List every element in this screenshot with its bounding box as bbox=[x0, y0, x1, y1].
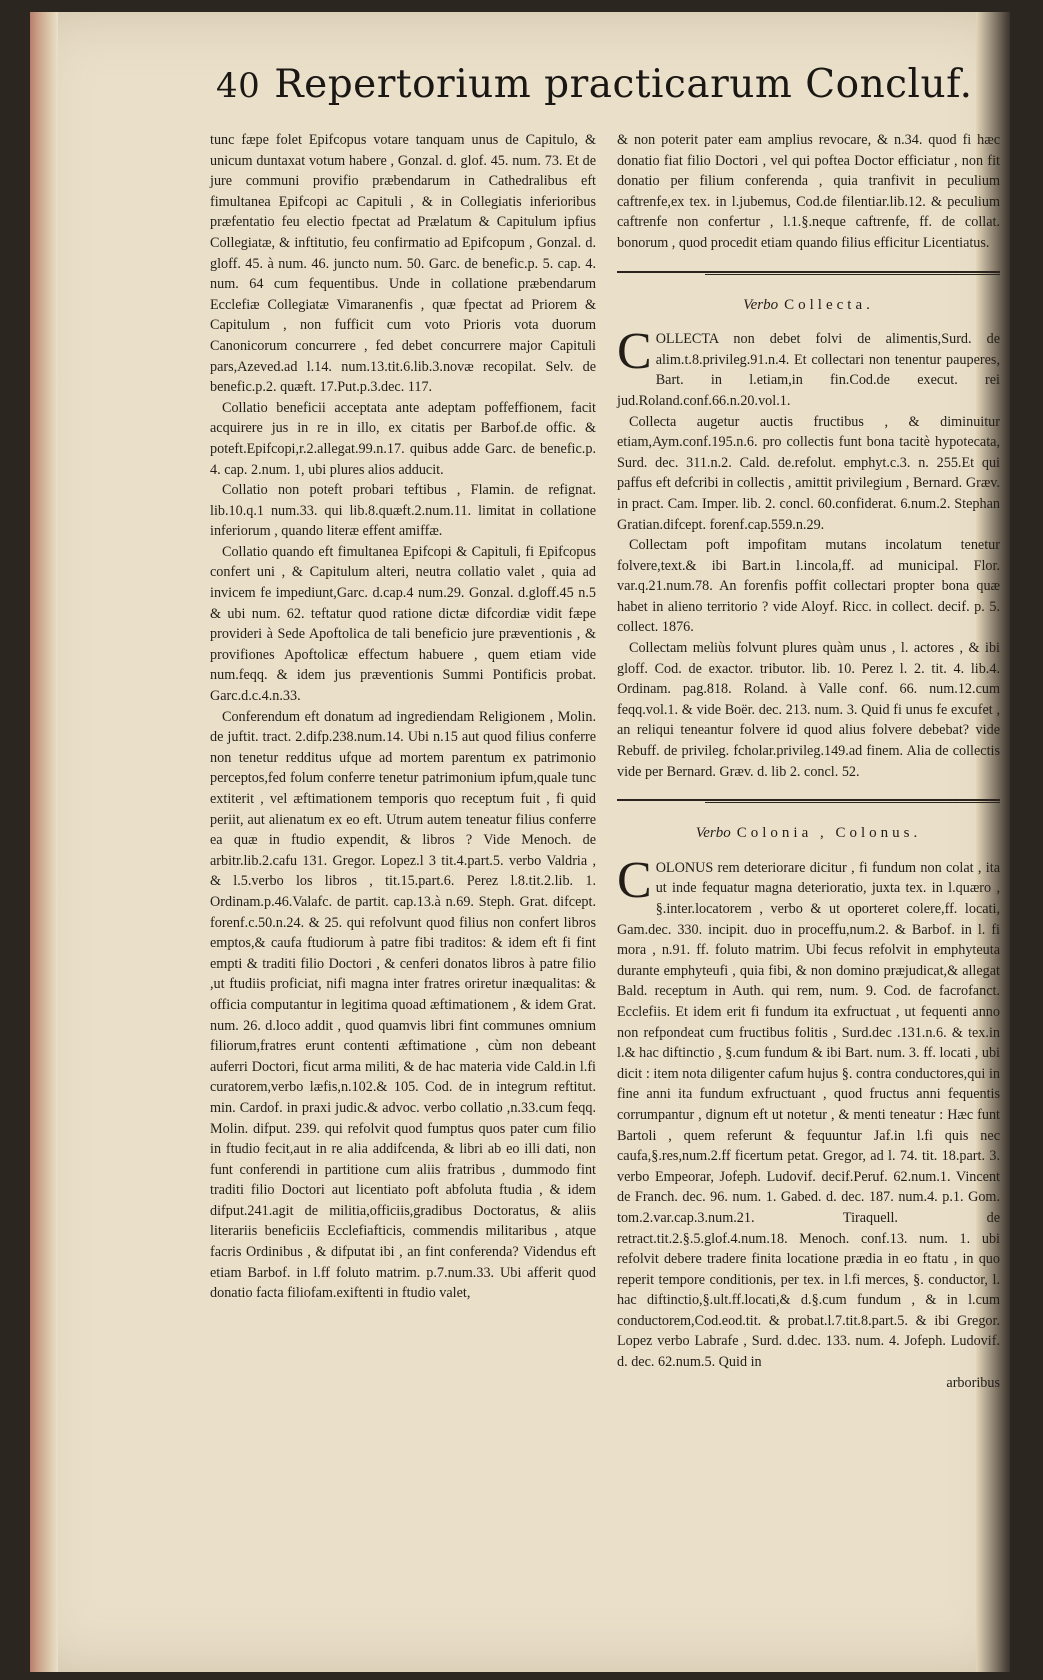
heading-verbo: Verbo bbox=[743, 296, 779, 313]
catchword: arboribus bbox=[946, 1374, 1000, 1391]
collecta-paragraph-1: COLLECTA non debet folvi de alimentis,Surd. de alim.t.8.privileg.91.n.4. Et collectari non tenentur pauperes, Bart. in l.etiam,in fin.Cod.de execut. rei jud.Roland.conf.66.n.20.vol.1. bbox=[617, 323, 1000, 409]
collecta-paragraph-3: Collectam poft impofitam mutans incolatum tenetur folvere,text.& ibi Bart.in l.incola,ff. ad municipal. Flor. var.q.21.num.78. An forenfis poffit collectari propter bona quæ habet in alieno territorio ? vide Aloyf. Ricc. in collect. decif. p. 5. collect. 1876. bbox=[617, 537, 1000, 636]
collecta-paragraph-2: Collecta augetur auctis fructibus , & diminuitur etiam,Aym.conf.195.n.6. pro collectis funt bona tacitè hypotecata, Surd. dec. 311.n.2. Cald. de.refolut. emphyt.c.3. n. 255.Et qui paffus eft defcribi in collectis , amittit privilegium , Bernard. Græv. in pract. Cam. Imper. lib. 2. concl. 60.confiderat. 6.num.2. Stephan Gratian.difcept. forenf.cap.559.n.29. bbox=[617, 413, 1000, 533]
drop-cap-initial: C bbox=[617, 323, 652, 381]
left-column bbox=[210, 130, 596, 1304]
running-title: Repertorium practicarum Concluf. bbox=[274, 62, 973, 107]
section-divider bbox=[617, 799, 1000, 803]
right-column bbox=[617, 130, 1000, 1393]
page-number: 40 bbox=[216, 66, 261, 106]
collecta-paragraph-4: Collectam meliùs folvunt plures quàm unus , l. actores , & ibi gloff. Cod. de exactor. tributor. lib. 10. Perez l. 2. tit. 4. lib.4. Ordinam. pag.818. Roland. à Valle conf. 66. num.12.cum feqq.vol.1. & vide Boër. dec. 213. num. 3. Quid fi unus fe excufet , an reliqui teneantur folvere id quod alius folvere debebat? vide Rebuff. de privileg. fcholar.privileg.149.ad finem. Alia de collectis vide per Bernard. Græv. d. lib 2. concl. 52. bbox=[617, 640, 1000, 780]
left-paragraph-1: tunc fæpe folet Epifcopus votare tanquam unus de Capitulo, & unicum duntaxat votum habere , Gonzal. d. glof. 45. num. 73. Et de jure communi provifio præbendarum in Cathedralibus eft fimultanea Epifcopi ac Capituli , & in Collegiatis inferioribus præfentatio feu electio fpectat ad Prælatum & Capitulum ipfius Collegiatæ, & inftitutio, feu confirmatio ad Epifcopum , Gonzal. d. gloff. 45. à num. 46. juncto num. 50. Garc. de benefic.p. 5. cap. 4. num. 64 cum fequentibus. Unde in collatione præbendarum Ecclefiæ Collegiatæ Vimaranenfis , quæ fpectat ad Priorem & Capitulum , non fufficit cum voto Prioris vota duorum Canonicorum concurrere , fed debet concurrere major Capituli pars,Azeved.ad l.14. num.13.tit.6.lib.3.novæ recopilat. Selv. de benefic.p.2. quæft. 17.Put.p.3.dec. 117. bbox=[210, 132, 596, 396]
heading-word: Collecta. bbox=[784, 296, 874, 313]
left-paragraph-3: Collatio non poteft probari teftibus , Flamin. de refignat. lib.10.q.1 num.33. qui lib.8.quæft.2.num.11. limitat in collatione inferiorum , quando literæ effent amiffæ. bbox=[210, 482, 596, 540]
page-gutter-edge bbox=[30, 12, 58, 1672]
left-paragraph-4: Collatio quando eft fimultanea Epifcopi & Capituli, fi Epifcopus confert uni , & Capitulum alteri, neutra collatio valet , quia ad invicem fe impediunt,Garc. d.cap.4 num.29. Gonzal. d.gloff.45 n.5 & ubi num. 62. teftatur quod ratione dictæ difcordiæ vidit fæpe provideri à Sede Apoftolica de tali beneficio jure præventionis , & provifiones Apoftolicæ effectum habuere , quem etiam vide num.feqq. & idem jus præventionis Summi Pontificis probat. Garc.d.c.4.n.33. bbox=[210, 543, 596, 705]
right-intro-paragraph: & non poterit pater eam amplius revocare, & n.34. quod fi hæc donatio fiat filio Doctori , vel qui poftea Doctor efficiatur , non fit donatio per filium conferenda , quia tranfivit in peculium caftrenfe,ex tex. in l.jubemus, Cod.de filentiar.lib.12. & peculium caftrenfe non confertur , l.1.§.neque caftrenfe, ff. de collat. bonorum , quod procedit etiam quando filius efficitur Licentiatus. bbox=[617, 132, 1000, 251]
left-paragraph-2: Collatio beneficii acceptata ante adeptam poffeffionem, facit acquirere jus in re in illo, ex citatis per Barbof.de offic. & poteft.Epifcopi,r.2.allegat.99.n.17. quibus adde Garc. de benefic.p. 4. cap. 2.num. 1, ubi plures alios adducit. bbox=[210, 399, 596, 478]
colonus-paragraph-1: COLONUS rem deteriorare dicitur , fi fundum non colat , ita ut inde fequatur magna deterioratio, juxta tex. in l.quæro , §.inter.locatorem , verbo & ut oporteret colere,ff. locati, Gam.dec. 330. incipit. duo in proceffu,num.2. & Barbof. in l. fi mora , n.91. ff. foluto matrim. Ubi fecus refolvit in emphyteuta durante emphyteufi , quia fibi, & non domino præjudicat,& allegat Bald. receptum in Auth. qui rem, num. 9. Cod. de facrofanct. Ecclefiis. Et idem erit fi fundum ita exfructuat , ut fequenti anno non refpondeat cum fructibus folitis , Surd.dec .131.n.6. & tex.in l.& hac diftinctio , §.cum fundum & ibi Bart. num. 3. ff. locati , ubi dicit : item nota diligenter cafum hujus §. contra conductores,qui in fine anni ita fundum exfructuant , quod fructus anni fequentis corrumpantur , dignum eft ut notetur , & menti teneatur : Hæc funt Bartoli , quem referunt & fequuntur Jaf.in l.fi quis nec caufa,§.res,num.2.ff ficertum petat. Gregor, ad l. 74. tit. 18.part. 3. verbo Empeorar, Jofeph. Ludovif. decif.Peruf. 62.num.1. Vincent de Franch. dec. 96. num. 1. Gabed. d. dec. 187. num.4. p.1. Gom. tom.2.var.cap.3.num.21. Tiraquell. de retract.tit.2.§.5.glof.4.num.18. Menoch. conf.13. num. 1. ubi refolvit debere tradere finita locatione prædia in eo ftatu , in quo reperit tempore conditionis, per tex. in l.fi merces, §. conductor, l. hac diftinctio,§.ult.ff.locati,& d.§.cum fundum , & in l.cum conductorem,Cod.eod.tit. & probat.l.7.tit.8.part.5. & ibi Gregor. Lopez verbo Labrafe , Surd. d.dec. 133. num. 4. Jofeph. Ludovif. d. dec. 62.num.5. Quid in bbox=[617, 851, 1000, 1371]
heading-verbo: Verbo bbox=[695, 825, 731, 842]
section-divider bbox=[617, 271, 1000, 275]
drop-cap-initial: C bbox=[617, 851, 652, 909]
book-page bbox=[30, 12, 1010, 1672]
heading-word: Colonia , Colonus. bbox=[736, 825, 922, 842]
section-heading-collecta bbox=[617, 295, 1000, 316]
left-paragraph-5: Conferendum eft donatum ad ingrediendam Religionem , Molin. de juftit. tract. 2.difp.238.num.14. Ubi n.15 aut quod filius conferre non tenetur redditus ufque ad mortem parentum ex patrimonio perceptos,fed folum conferre tenetur patrimonium ipfum,quale tunc extiterit , vel æftimationem temporis quo receptum fuit , fi quid periit, aut alienatum ex eo eft. Utrum autem teneatur filius conferre ea quæ in ftudio expendit, & libros ? Vide Menoch. de arbitr.lib.2.cafu 131. Gregor. Lopez.l 3 tit.4.part.5. verbo Valdria , & l.5.verbo los libros , tit.15.part.6. Perez l.8.tit.2.lib. 1. Ordinam.p.46.Valafc. de partit. cap.13.à n.69. Steph. Grat. difcept. forenf.c.50.n.24. & 25. qui refolvunt quod filius non confert libros emptos,& caufa ftudiorum à patre fibi traditos: & idem eft fi fint empti & traditi filio Doctori , & cenferi donatos libros à patre filio ,ut ftudiis proficiat, nifi magna inter fratres oriretur inæqualitas: & officia computantur in legitima quoad æftimationem , & idem Grat. num. 26. d.loco addit , quod quamvis libri fint communes omnium filiorum,fratres erunt contenti æftimatione , cùm non debeant auferri Doctori, ficut arma militi, & de hac materia vide Cald.in l.fi curatorem,verbo læfis,n.102.& 105. Cod. de in integrum reftitut. min. Cardof. in praxi judic.& advoc. verbo collatio ,n.33.cum feqq. Molin. difput. 239. qui refolvit quod fumptus quos pater cum filio in ftudio fecit,aut in re alia addifcenda, & libri ab eo illi dati, non funt conferendi in partitione cum aliis fratribus , dummodo fint traditi filio Doctori aut licentiato poft abfoluta ftudia , & idem difput.241.agit de militia,officiis,gradibus Doctoratus, & aliis literariis beneficiis Ecclefiafticis, commendis militaribus , atque facris Ordinibus , & difputat ibi , an fint conferenda? Videndus eft etiam Barbof. in l.ff foluto matrim. p.7.num.33. Ubi afferit quod donatio facta filiofam.exiftenti in ftudio valet, bbox=[210, 708, 596, 1302]
section-heading-colonia bbox=[617, 823, 1000, 844]
running-header bbox=[216, 62, 973, 107]
